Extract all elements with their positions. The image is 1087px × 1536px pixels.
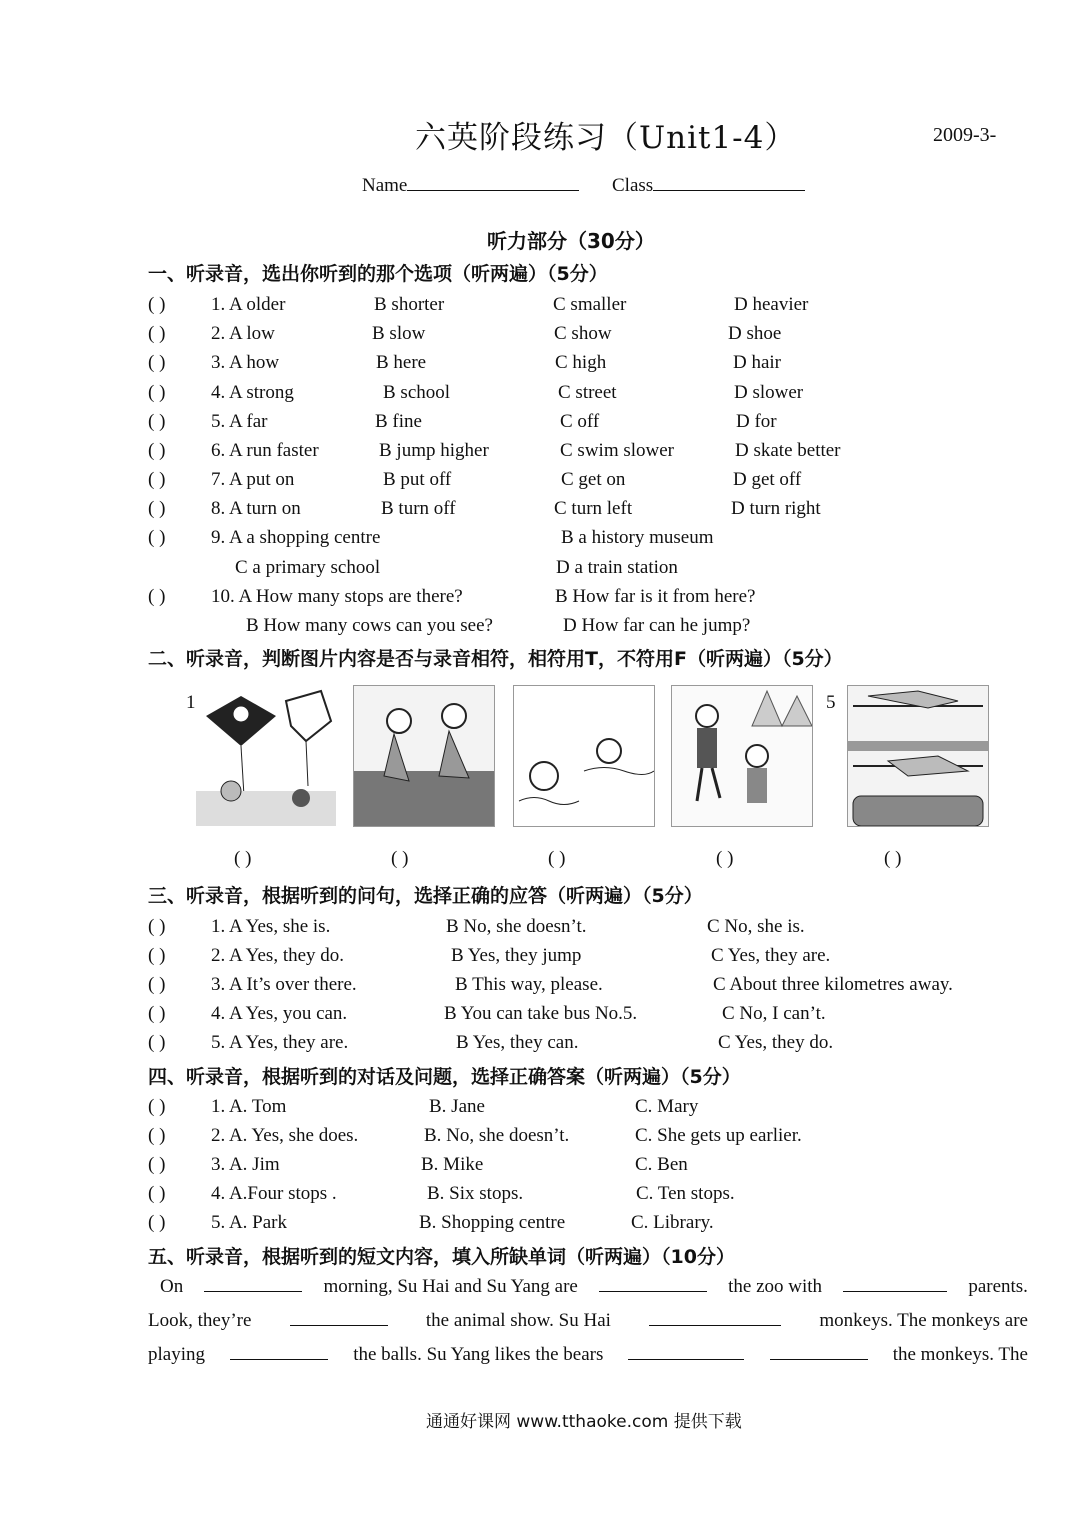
- option-c: C. Mary: [635, 1096, 699, 1117]
- list-item: [148, 323, 1048, 349]
- name-label: Name: [362, 175, 408, 196]
- list-item: [148, 352, 1048, 378]
- swimming-illustration: [514, 686, 654, 826]
- option-a: 1. A Yes, she is.: [211, 916, 331, 937]
- list-item: [148, 382, 1048, 408]
- passage-text: the zoo with: [728, 1276, 823, 1297]
- list-item: [148, 1212, 1048, 1238]
- blank-line: [649, 1311, 781, 1326]
- answer-paren: ( ): [548, 848, 566, 869]
- passage-line: [148, 1270, 1028, 1304]
- list-item: [148, 1154, 1048, 1180]
- option-c: C off: [560, 411, 600, 432]
- list-item: [148, 527, 1048, 553]
- option-c: C get on: [561, 469, 626, 490]
- option-d: D skate better: [735, 440, 841, 461]
- list-item: [148, 1003, 1048, 1029]
- option-d: D slower: [734, 382, 804, 403]
- option-c: C No, I can’t.: [722, 1003, 826, 1024]
- option-b: B Yes, they can.: [456, 1032, 579, 1053]
- option-a: 5. A Yes, they are.: [211, 1032, 349, 1053]
- answer-paren: ( ): [148, 1154, 166, 1175]
- option-c: C About three kilometres away.: [713, 974, 953, 995]
- part-title: 听力部分（30分）: [487, 229, 655, 253]
- answer-paren: ( ): [148, 1032, 166, 1053]
- option-a: 5. A far: [211, 411, 268, 432]
- page-title: 六英阶段练习（Unit1-4）: [415, 120, 797, 156]
- running-illustration: [354, 686, 494, 826]
- option-a: 3. A how: [211, 352, 280, 373]
- list-item: [148, 1096, 1048, 1122]
- option-a: 6. A run faster: [211, 440, 319, 461]
- list-item: [148, 615, 1048, 641]
- option-b: B. Jane: [429, 1096, 485, 1117]
- answer-paren: ( ): [148, 1212, 166, 1233]
- option-b: B here: [376, 352, 427, 373]
- option-a: 1. A older: [211, 294, 286, 315]
- option-d: D heavier: [734, 294, 809, 315]
- answer-paren: ( ): [148, 1125, 166, 1146]
- blank-line: [290, 1311, 388, 1326]
- blank-line: [770, 1345, 868, 1360]
- blank-line: [843, 1277, 947, 1292]
- blank-line: [628, 1345, 744, 1360]
- skating-illustration: [672, 686, 812, 826]
- option-b: B. No, she doesn’t.: [424, 1125, 570, 1146]
- passage-text: the animal show. Su Hai: [425, 1310, 611, 1331]
- option-d: D hair: [733, 352, 782, 373]
- option-c: C show: [554, 323, 612, 344]
- option-c: C. She gets up earlier.: [635, 1125, 802, 1146]
- kite-illustration: [196, 686, 336, 826]
- option-d: D a train station: [556, 557, 678, 578]
- picture-number: 5: [826, 692, 836, 713]
- option-c: B How many cows can you see?: [246, 615, 493, 636]
- answer-paren: ( ): [148, 945, 166, 966]
- option-c: C. Library.: [631, 1212, 714, 1233]
- option-b: B slow: [372, 323, 426, 344]
- option-c: C a primary school: [235, 557, 381, 578]
- class-line: [653, 174, 805, 191]
- passage-text: Look, they’re: [148, 1310, 252, 1331]
- option-a: 9. A a shopping centre: [211, 527, 381, 548]
- option-a: 2. A Yes, they do.: [211, 945, 345, 966]
- option-b: B jump higher: [379, 440, 489, 461]
- option-b: B No, she doesn’t.: [446, 916, 587, 937]
- option-d: D turn right: [731, 498, 821, 519]
- list-item: [148, 586, 1048, 612]
- answer-paren: ( ): [148, 440, 166, 461]
- list-item: [148, 1183, 1048, 1209]
- option-a: 4. A.Four stops .: [211, 1183, 337, 1204]
- option-d: D get off: [733, 469, 802, 490]
- fill-in-passage: [148, 1270, 1028, 1372]
- list-item: [148, 294, 1048, 320]
- option-c: C. Ten stops.: [636, 1183, 735, 1204]
- list-item: [148, 469, 1048, 495]
- list-item: [148, 1125, 1048, 1151]
- class-label: Class: [612, 175, 654, 196]
- option-a: 3. A. Jim: [211, 1154, 280, 1175]
- passage-text: parents.: [968, 1276, 1028, 1297]
- option-c: C No, she is.: [707, 916, 805, 937]
- high-jump-picture: [847, 685, 989, 827]
- option-d: D for: [736, 411, 777, 432]
- option-d: D shoe: [728, 323, 782, 344]
- answer-paren: ( ): [391, 848, 409, 869]
- answer-paren: ( ): [884, 848, 902, 869]
- blank-line: [204, 1277, 302, 1292]
- passage-text: the monkeys. The: [892, 1344, 1028, 1365]
- option-b: B turn off: [381, 498, 456, 519]
- date: 2009-3-: [933, 124, 997, 146]
- picture-number: 1: [186, 692, 196, 713]
- option-a: 8. A turn on: [211, 498, 301, 519]
- option-a: 7. A put on: [211, 469, 295, 490]
- passage-text: the balls. Su Yang likes the bears: [353, 1344, 604, 1365]
- blank-line: [230, 1345, 328, 1360]
- blank-line: [599, 1277, 707, 1292]
- name-line: [407, 174, 579, 191]
- option-b: B How far is it from here?: [555, 586, 756, 607]
- option-b: B shorter: [374, 294, 445, 315]
- list-item: [148, 557, 1048, 583]
- section1-heading: 一、听录音，选出你听到的那个选项（听两遍）（5分）: [148, 263, 608, 285]
- option-c: C Yes, they are.: [711, 945, 831, 966]
- option-b: B a history museum: [561, 527, 714, 548]
- answer-paren: ( ): [148, 411, 166, 432]
- answer-paren: ( ): [148, 323, 166, 344]
- answer-paren: ( ): [148, 974, 166, 995]
- answer-paren: ( ): [148, 294, 166, 315]
- answer-paren: ( ): [148, 1003, 166, 1024]
- kite-picture: [195, 685, 337, 827]
- section2-heading: 二、听录音，判断图片内容是否与录音相符，相符用T，不符用F（听两遍）（5分）: [148, 648, 843, 670]
- swimming-picture: [513, 685, 655, 827]
- option-a: 2. A. Yes, she does.: [211, 1125, 359, 1146]
- option-b: B You can take bus No.5.: [444, 1003, 638, 1024]
- option-c: C smaller: [553, 294, 627, 315]
- answer-paren: ( ): [148, 469, 166, 490]
- list-item: [148, 1032, 1048, 1058]
- answer-paren: ( ): [234, 848, 252, 869]
- option-a: 3. A It’s over there.: [211, 974, 357, 995]
- list-item: [148, 945, 1048, 971]
- option-c: C street: [558, 382, 617, 403]
- answer-paren: ( ): [148, 382, 166, 403]
- answer-paren: ( ): [716, 848, 734, 869]
- skating-picture: [671, 685, 813, 827]
- answer-paren: ( ): [148, 916, 166, 937]
- option-a: 1. A. Tom: [211, 1096, 287, 1117]
- option-d: D How far can he jump?: [563, 615, 751, 636]
- option-b: B. Six stops.: [427, 1183, 524, 1204]
- option-b: B This way, please.: [455, 974, 603, 995]
- list-item: [148, 916, 1048, 942]
- passage-text: playing: [148, 1344, 205, 1365]
- list-item: [148, 411, 1048, 437]
- class-field: [612, 174, 805, 197]
- passage-text: monkeys. The monkeys are: [819, 1310, 1028, 1331]
- option-a: 4. A Yes, you can.: [211, 1003, 348, 1024]
- option-a: 5. A. Park: [211, 1212, 287, 1233]
- option-c: C swim slower: [560, 440, 674, 461]
- option-b: B fine: [375, 411, 422, 432]
- option-b: B. Shopping centre: [419, 1212, 566, 1233]
- option-b: B. Mike: [421, 1154, 484, 1175]
- list-item: [148, 440, 1048, 466]
- list-item: [148, 974, 1048, 1000]
- option-c: C Yes, they do.: [718, 1032, 834, 1053]
- high-jump-illustration: [848, 686, 988, 826]
- section5-heading: 五、听录音，根据听到的短文内容，填入所缺单词（听两遍）（10分）: [148, 1246, 735, 1268]
- answer-paren: ( ): [148, 527, 166, 548]
- section4-heading: 四、听录音，根据听到的对话及问题，选择正确答案（听两遍）（5分）: [148, 1066, 741, 1088]
- passage-text: morning, Su Hai and Su Yang are: [323, 1276, 578, 1297]
- option-a: 4. A strong: [211, 382, 294, 403]
- passage-text: On: [160, 1276, 184, 1297]
- answer-paren: ( ): [148, 352, 166, 373]
- list-item: [148, 498, 1048, 524]
- section3-heading: 三、听录音，根据听到的问句，选择正确的应答（听两遍）（5分）: [148, 885, 703, 907]
- option-b: B school: [383, 382, 451, 403]
- option-a: 2. A low: [211, 323, 275, 344]
- passage-line: [148, 1304, 1028, 1338]
- option-a: 10. A How many stops are there?: [211, 586, 463, 607]
- running-picture: [353, 685, 495, 827]
- name-field: [362, 174, 579, 197]
- answer-paren: ( ): [148, 1096, 166, 1117]
- answer-paren: ( ): [148, 498, 166, 519]
- option-b: B Yes, they jump: [451, 945, 582, 966]
- option-b: B put off: [383, 469, 452, 490]
- footer-text: 通通好课网 www.tthaoke.com 提供下载: [426, 1412, 742, 1432]
- answer-paren: ( ): [148, 1183, 166, 1204]
- option-c: C. Ben: [635, 1154, 688, 1175]
- option-c: C high: [555, 352, 607, 373]
- option-c: C turn left: [554, 498, 633, 519]
- passage-line: [148, 1338, 1028, 1372]
- answer-paren: ( ): [148, 586, 166, 607]
